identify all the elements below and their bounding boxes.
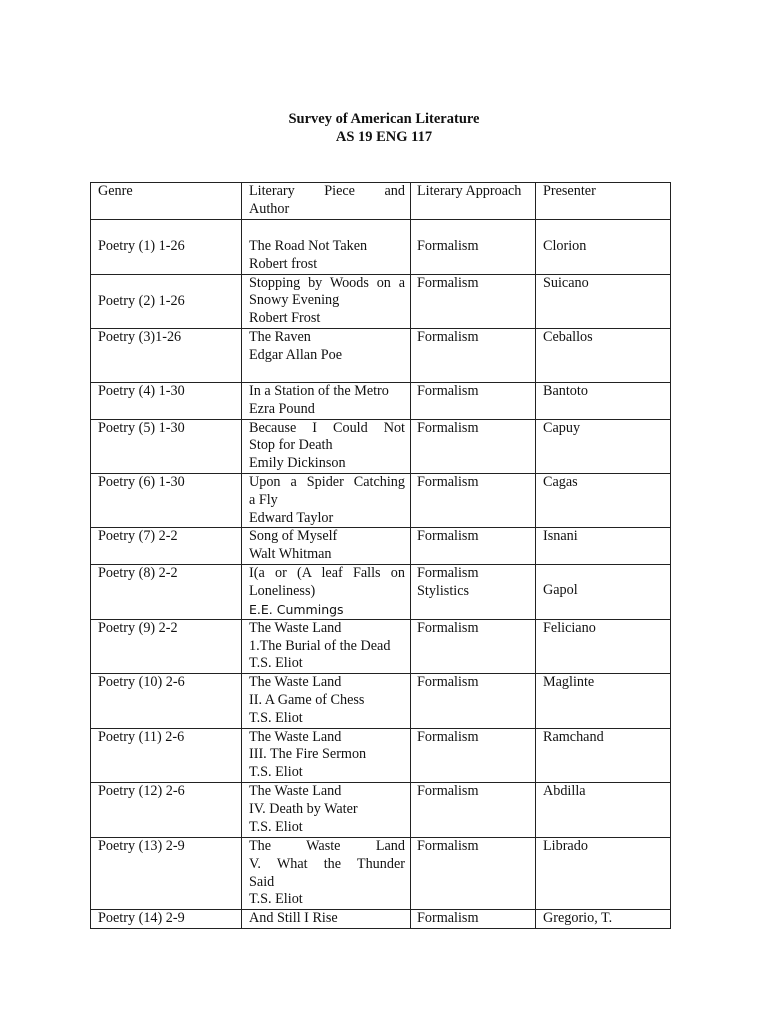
genre-cell bbox=[91, 728, 242, 782]
presenter-cell bbox=[536, 674, 671, 728]
genre-text: Poetry (1) 1-26 bbox=[98, 238, 185, 254]
literary-piece-line: Stop for Death bbox=[249, 437, 333, 454]
genre-text: Poetry (12) 2-6 bbox=[98, 782, 185, 799]
presenter-name: Abdilla bbox=[543, 782, 586, 799]
literary-piece-line: Walt Whitman bbox=[249, 546, 332, 563]
presenter-cell bbox=[536, 274, 671, 328]
presenter-cell bbox=[536, 220, 671, 275]
literary-piece-line: Stopping by Woods on a bbox=[249, 274, 405, 291]
literary-piece-line: T.S. Eliot bbox=[249, 709, 303, 726]
literary-piece-line: The Waste Land bbox=[249, 837, 405, 854]
literary-piece-line: Song of Myself bbox=[249, 528, 338, 545]
genre-cell bbox=[91, 565, 242, 619]
literary-piece-cell bbox=[242, 565, 411, 619]
literary-piece-cell bbox=[242, 220, 411, 275]
genre-text: Poetry (6) 1-30 bbox=[98, 473, 185, 490]
literary-piece-line: III. The Fire Sermon bbox=[249, 746, 367, 763]
course-code: AS 19 ENG 117 bbox=[335, 129, 433, 145]
literary-piece-line: In a Station of the Metro bbox=[249, 382, 389, 399]
literary-approach-text: Formalism bbox=[417, 782, 479, 799]
table-row bbox=[91, 328, 671, 382]
presentation-schedule-table bbox=[90, 182, 671, 929]
literary-approach-cell bbox=[411, 328, 536, 382]
genre-cell bbox=[91, 619, 242, 673]
literary-approach-cell bbox=[411, 728, 536, 782]
table-row bbox=[91, 782, 671, 837]
presenter-name: Capuy bbox=[543, 419, 581, 436]
table-row bbox=[91, 528, 671, 565]
literary-piece-line: Upon a Spider Catching bbox=[249, 473, 405, 490]
literary-piece-line: Edward Taylor bbox=[249, 509, 334, 526]
literary-piece-line: The Waste Land bbox=[249, 619, 342, 636]
literary-piece-cell bbox=[242, 473, 411, 527]
presenter-name: Bantoto bbox=[543, 382, 588, 399]
literary-piece-line: Robert frost bbox=[249, 255, 318, 272]
header-literary-approach: Literary Approach bbox=[411, 183, 536, 220]
literary-piece-line: Emily Dickinson bbox=[249, 455, 346, 472]
genre-cell bbox=[91, 473, 242, 527]
literary-piece-line: The Waste Land bbox=[249, 674, 342, 691]
presenter-name: Ceballos bbox=[543, 328, 593, 345]
literary-piece-line: The Raven bbox=[249, 328, 311, 345]
literary-approach-cell bbox=[411, 910, 536, 929]
schedule-body bbox=[91, 220, 671, 929]
genre-text: Poetry (8) 2-2 bbox=[98, 565, 178, 582]
presenter-name: Clorion bbox=[543, 238, 587, 254]
presenter-name: Librado bbox=[543, 837, 588, 854]
literary-piece-line: V. What the Thunder bbox=[249, 855, 405, 872]
literary-piece-line: Loneliness) bbox=[249, 583, 316, 600]
literary-piece-cell bbox=[242, 328, 411, 382]
literary-approach-cell bbox=[411, 837, 536, 909]
presenter-name: Gregorio, T. bbox=[543, 910, 613, 927]
genre-cell bbox=[91, 382, 242, 419]
genre-text: Poetry (13) 2-9 bbox=[98, 837, 185, 854]
genre-cell bbox=[91, 328, 242, 382]
genre-cell bbox=[91, 837, 242, 909]
literary-piece-line: Snowy Evening bbox=[249, 292, 340, 309]
presenter-cell bbox=[536, 619, 671, 673]
literary-piece-cell bbox=[242, 910, 411, 929]
presenter-cell bbox=[536, 419, 671, 473]
literary-approach-text: Formalism bbox=[417, 238, 479, 254]
genre-cell bbox=[91, 419, 242, 473]
literary-piece-line: T.S. Eliot bbox=[249, 891, 303, 908]
presenter-name: Maglinte bbox=[543, 674, 595, 691]
table-row bbox=[91, 220, 671, 275]
presenter-cell bbox=[536, 728, 671, 782]
header-literary-piece: Literary Piece and Author bbox=[242, 183, 411, 220]
literary-piece-cell bbox=[242, 674, 411, 728]
literary-piece-line: Because I Could Not bbox=[249, 419, 405, 436]
table-row bbox=[91, 382, 671, 419]
table-row bbox=[91, 419, 671, 473]
genre-text: Poetry (11) 2-6 bbox=[98, 728, 185, 745]
genre-cell bbox=[91, 274, 242, 328]
header-presenter: Presenter bbox=[536, 183, 671, 220]
literary-approach-cell bbox=[411, 382, 536, 419]
table-row bbox=[91, 619, 671, 673]
presenter-name: Ramchand bbox=[543, 728, 604, 745]
literary-piece-line: I(a or (A leaf Falls on bbox=[249, 565, 405, 582]
presenter-cell bbox=[536, 837, 671, 909]
literary-approach-text: Formalism bbox=[417, 837, 479, 854]
literary-piece-line: The Road Not Taken bbox=[249, 238, 368, 254]
literary-approach-text: Formalism bbox=[417, 274, 479, 291]
literary-approach-cell bbox=[411, 419, 536, 473]
literary-piece-cell bbox=[242, 274, 411, 328]
genre-text: Poetry (14) 2-9 bbox=[98, 910, 185, 927]
presenter-cell bbox=[536, 473, 671, 527]
literary-approach-text: Formalism bbox=[417, 910, 479, 927]
literary-approach-cell bbox=[411, 782, 536, 837]
table-row bbox=[91, 728, 671, 782]
presenter-name: Cagas bbox=[543, 473, 578, 490]
genre-cell bbox=[91, 674, 242, 728]
genre-text: Poetry (10) 2-6 bbox=[98, 674, 185, 691]
presenter-cell bbox=[536, 528, 671, 565]
presenter-cell bbox=[536, 565, 671, 619]
literary-approach-text: Formalism bbox=[417, 674, 479, 691]
presenter-name: Gapol bbox=[543, 582, 578, 599]
table-row bbox=[91, 473, 671, 527]
literary-approach-cell bbox=[411, 528, 536, 565]
literary-piece-cell bbox=[242, 419, 411, 473]
literary-approach-cell bbox=[411, 674, 536, 728]
table-row bbox=[91, 674, 671, 728]
literary-approach-text: Stylistics bbox=[417, 583, 470, 600]
genre-cell bbox=[91, 782, 242, 837]
literary-piece-line: Ezra Pound bbox=[249, 400, 315, 417]
literary-piece-cell bbox=[242, 528, 411, 565]
literary-piece-cell bbox=[242, 782, 411, 837]
literary-approach-cell bbox=[411, 619, 536, 673]
table-row bbox=[91, 274, 671, 328]
literary-piece-line: Robert Frost bbox=[249, 310, 321, 327]
literary-piece-line: Edgar Allan Poe bbox=[249, 346, 342, 363]
header-genre: Genre bbox=[91, 183, 242, 220]
presenter-cell bbox=[536, 328, 671, 382]
presenter-cell bbox=[536, 382, 671, 419]
literary-piece-line: a Fly bbox=[249, 491, 278, 508]
genre-cell bbox=[91, 528, 242, 565]
literary-piece-line: T.S. Eliot bbox=[249, 818, 303, 835]
literary-approach-cell bbox=[411, 473, 536, 527]
literary-piece-line: 1.The Burial of the Dead bbox=[249, 637, 391, 654]
literary-piece-line: IV. Death by Water bbox=[249, 800, 358, 817]
genre-text: Poetry (5) 1-30 bbox=[98, 419, 185, 436]
document-header bbox=[0, 110, 768, 146]
literary-piece-line: And Still I Rise bbox=[249, 910, 338, 927]
literary-piece-line: The Waste Land bbox=[249, 728, 342, 745]
literary-approach-text: Formalism bbox=[417, 328, 479, 345]
genre-text: Poetry (4) 1-30 bbox=[98, 382, 185, 399]
literary-approach-text: Formalism bbox=[417, 419, 479, 436]
literary-piece-cell bbox=[242, 382, 411, 419]
literary-piece-line: T.S. Eliot bbox=[249, 655, 303, 672]
presenter-cell bbox=[536, 910, 671, 929]
presenter-cell bbox=[536, 782, 671, 837]
literary-approach-text: Formalism bbox=[417, 382, 479, 399]
literary-approach-text: Formalism bbox=[417, 528, 479, 545]
literary-approach-text: Formalism bbox=[417, 473, 479, 490]
table-row bbox=[91, 565, 671, 619]
presenter-name: Suicano bbox=[543, 274, 589, 291]
genre-cell bbox=[91, 910, 242, 929]
literary-piece-cell bbox=[242, 837, 411, 909]
literary-approach-cell bbox=[411, 274, 536, 328]
document-title: Survey of American Literature bbox=[288, 111, 480, 127]
table-header-row bbox=[91, 183, 671, 220]
literary-approach-text: Formalism bbox=[417, 728, 479, 745]
genre-cell bbox=[91, 220, 242, 275]
presenter-name: Feliciano bbox=[543, 619, 596, 636]
literary-piece-line: The Waste Land bbox=[249, 782, 342, 799]
table-row bbox=[91, 837, 671, 909]
literary-piece-line: T.S. Eliot bbox=[249, 764, 303, 781]
genre-text: Poetry (7) 2-2 bbox=[98, 528, 178, 545]
literary-approach-cell bbox=[411, 565, 536, 619]
literary-piece-line: II. A Game of Chess bbox=[249, 691, 365, 708]
genre-text: Poetry (2) 1-26 bbox=[98, 292, 185, 309]
literary-approach-text: Formalism bbox=[417, 565, 479, 582]
genre-text: Poetry (3)1-26 bbox=[98, 328, 182, 345]
literary-piece-line: E.E. Cummings bbox=[249, 601, 344, 617]
table-row bbox=[91, 910, 671, 929]
literary-approach-text: Formalism bbox=[417, 619, 479, 636]
presenter-name: Isnani bbox=[543, 528, 578, 545]
genre-text: Poetry (9) 2-2 bbox=[98, 619, 178, 636]
literary-approach-cell bbox=[411, 220, 536, 275]
literary-piece-cell bbox=[242, 619, 411, 673]
literary-piece-line: Said bbox=[249, 873, 275, 890]
literary-piece-cell bbox=[242, 728, 411, 782]
